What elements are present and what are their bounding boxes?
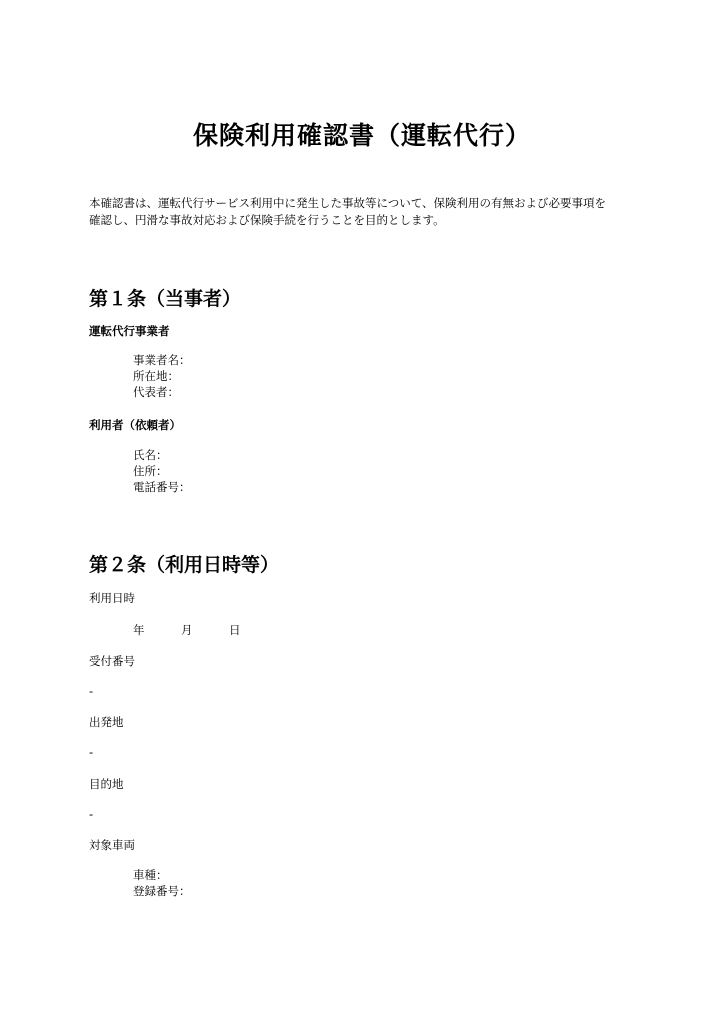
user-fields: [133, 447, 191, 495]
receipt-number-label: 受付番号: [89, 654, 135, 668]
user-name-field: 氏名：: [133, 448, 168, 462]
departure-value: -: [89, 745, 94, 759]
article-2-heading: 第２条（利用日時等）: [89, 554, 280, 576]
receipt-number-value: -: [89, 684, 94, 698]
vehicle-registration-field: 登録番号：: [133, 884, 191, 898]
destination-value: -: [89, 807, 94, 821]
operator-address-field: 所在地：: [133, 369, 179, 383]
user-phone-field: 電話番号：: [133, 480, 191, 494]
vehicle-model-field: 車種：: [133, 868, 168, 882]
destination-label: 目的地: [89, 777, 124, 791]
month-label: 月: [181, 623, 193, 637]
vehicle-fields: [133, 867, 191, 899]
departure-label: 出発地: [89, 715, 124, 729]
operator-name-field: 事業者名：: [133, 353, 191, 367]
article-1-heading: 第１条（当事者）: [89, 288, 242, 310]
document-title: 保険利用確認書（運転代行）: [192, 121, 531, 150]
intro-line-2: 確認し、円滑な事故対応および保険手続を行うことを目的とします。: [89, 213, 445, 227]
usage-datetime-label: 利用日時: [89, 591, 135, 605]
intro-paragraph: [89, 195, 649, 229]
operator-fields: [133, 352, 191, 400]
operator-representative-field: 代表者：: [133, 385, 179, 399]
day-label: 日: [229, 623, 241, 637]
year-label: 年: [133, 623, 145, 637]
operator-label: 運転代行事業者: [89, 324, 170, 338]
user-label: 利用者（依頼者）: [89, 418, 181, 432]
intro-line-1: 本確認書は、運転代行サービス利用中に発生した事故等について、保険利用の有無および必要事項を: [89, 196, 607, 210]
vehicle-label: 対象車両: [89, 838, 135, 852]
user-address-field: 住所：: [133, 464, 168, 478]
